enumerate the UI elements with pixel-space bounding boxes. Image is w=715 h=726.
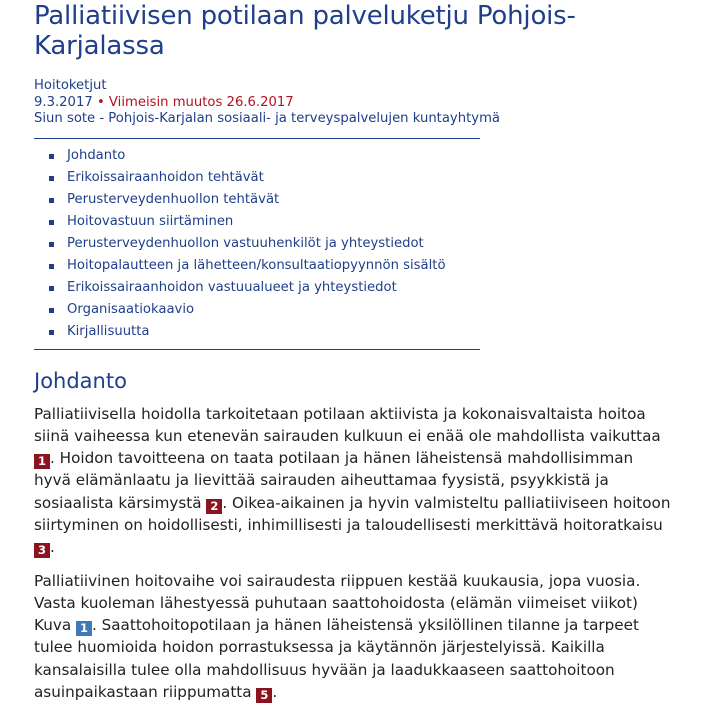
figure-badge[interactable]: 1 xyxy=(76,621,92,636)
paragraph-text: Palliatiivinen hoitovaihe voi sairaudesta riippuen kestää kuukausia, jopa vuosia. Vasta kuoleman lähestyessä puhutaan saattohoidosta (elämän viimeiset viikot) Kuva xyxy=(34,571,641,635)
toc-item-vastuuhenkilot[interactable]: Perusterveydenhuollon vastuuhenkilöt ja yhteystiedot xyxy=(34,233,480,255)
category-label: Hoitoketjut xyxy=(34,78,107,93)
paragraph-text: . Hoidon tavoitteena on taata potilaan ja hänen läheistensä mahdollisimman hyvä elämänlaatu ja lievittää sairauden aiheuttamaa fyysistä, psyykkistä ja sosiaalista kärsimystä xyxy=(34,449,634,512)
document-meta xyxy=(34,78,715,128)
publish-date: 9.3.2017 xyxy=(34,94,93,110)
intro-paragraph-1 xyxy=(34,403,674,559)
organization-name: Siun sote - Pohjois-Karjalan sosiaali- ja terveyspalvelujen kuntayhtymä xyxy=(34,111,500,126)
table-of-contents xyxy=(34,138,480,350)
toc-item-hoitopalaute[interactable]: Hoitopalautteen ja lähetteen/konsultaatiopyynnön sisältö xyxy=(34,255,480,277)
toc-item-organisaatiokaavio[interactable]: Organisaatiokaavio xyxy=(34,299,480,321)
paragraph-text: . Saattohoitopotilaan ja hänen läheistensä yksilöllinen tilanne ja tarpeet tulee huomioida hoidon porrastuksessa ja käytännön järjestelyissä. Kaikilla kansalaisilla tulee olla mahdollisuus hyvään ja laadukkaaseen saattohoitoon asuinpaikastaan riippumatta xyxy=(34,616,639,702)
last-modified: Viimeisin muutos 26.6.2017 xyxy=(108,94,294,110)
toc-item-erikoissairaanhoidon-tehtavat[interactable]: Erikoissairaanhoidon tehtävät xyxy=(34,167,480,189)
toc-item-johdanto[interactable]: Johdanto xyxy=(34,145,480,167)
paragraph-text: . Oikea-aikainen ja hyvin valmisteltu palliatiiviseen hoitoon siirtyminen on hoidollisesti, inhimillisesti ja taloudellisesti merkittävä hoitoratkaisu xyxy=(34,493,671,534)
section-heading: Johdanto xyxy=(34,368,127,393)
reference-badge[interactable]: 5 xyxy=(256,688,272,703)
intro-paragraph-2 xyxy=(34,570,674,704)
toc-item-kirjallisuutta[interactable]: Kirjallisuutta xyxy=(34,321,480,343)
reference-badge[interactable]: 3 xyxy=(34,543,50,558)
paragraph-text: . xyxy=(272,683,278,702)
reference-badge[interactable]: 1 xyxy=(34,454,50,469)
reference-badge[interactable]: 2 xyxy=(206,499,222,514)
date-line xyxy=(34,95,715,112)
page-title: Palliatiivisen potilaan palveluketju Pohjois-Karjalassa xyxy=(34,1,576,61)
toc-item-perusterveydenhuollon-tehtavat[interactable]: Perusterveydenhuollon tehtävät xyxy=(34,189,480,211)
paragraph-text: . xyxy=(50,538,55,557)
toc-item-hoitovastuun-siirtaminen[interactable]: Hoitovastuun siirtäminen xyxy=(34,211,480,233)
paragraph-text: Palliatiivisella hoidolla tarkoitetaan potilaan aktiivista ja kokonaisvaltaista hoitoa siinä vaiheessa kun etenevän sairauden kulkuun ei enää ole mahdollista vaikuttaa xyxy=(34,404,661,445)
toc-item-vastuualueet[interactable]: Erikoissairaanhoidon vastuualueet ja yhteystiedot xyxy=(34,277,480,299)
separator-bullet: • xyxy=(96,94,105,110)
